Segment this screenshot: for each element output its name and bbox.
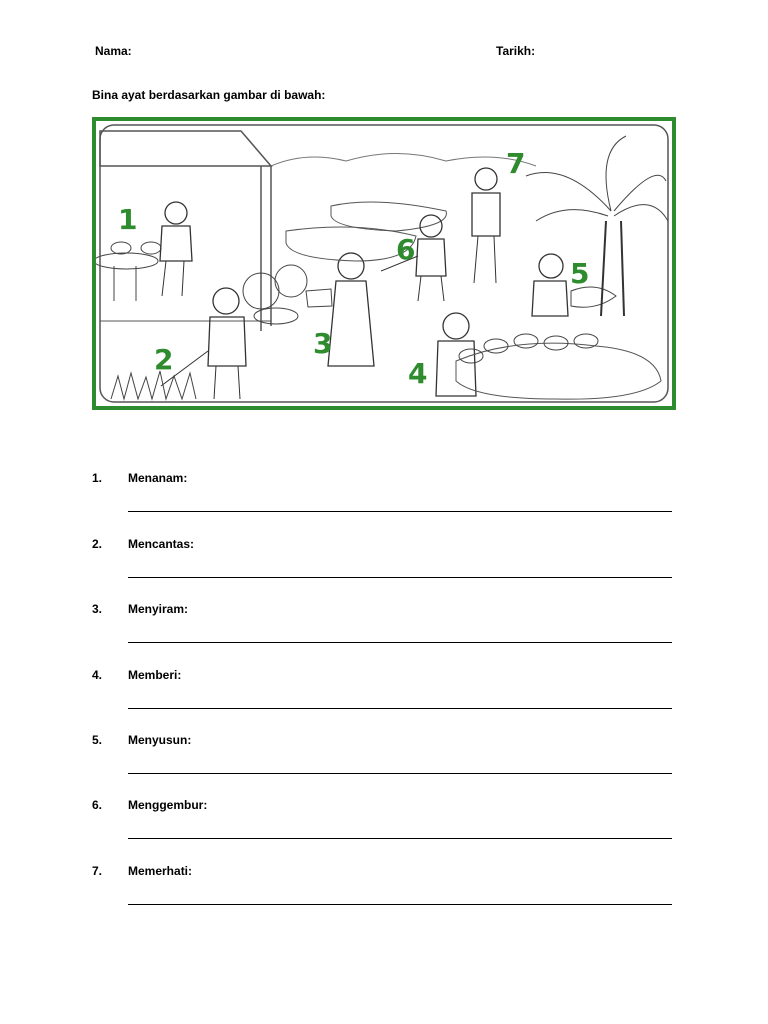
question-number: 6.	[92, 798, 103, 812]
scene-label-6: 6	[396, 233, 416, 266]
question-label: Memberi:	[128, 668, 182, 682]
scene-label-4: 4	[408, 357, 428, 390]
question-label: Memerhati:	[128, 864, 193, 878]
answer-line[interactable]	[128, 642, 672, 643]
scene-label-7: 7	[506, 147, 526, 180]
question-6	[92, 798, 692, 848]
question-3	[92, 602, 692, 652]
question-7	[92, 864, 692, 914]
scene-label-1: 1	[118, 203, 138, 236]
question-number: 3.	[92, 602, 103, 616]
question-2	[92, 537, 692, 587]
answer-line[interactable]	[128, 708, 672, 709]
question-label: Menyiram:	[128, 602, 189, 616]
scene-label-5: 5	[570, 257, 590, 290]
question-number: 7.	[92, 864, 103, 878]
question-label: Menggembur:	[128, 798, 208, 812]
question-label: Menanam:	[128, 471, 188, 485]
question-number: 4.	[92, 668, 103, 682]
scene-label-2: 2	[154, 343, 174, 376]
question-label: Mencantas:	[128, 537, 195, 551]
question-number: 2.	[92, 537, 103, 551]
question-number: 5.	[92, 733, 103, 747]
answer-line[interactable]	[128, 577, 672, 578]
answer-line[interactable]	[128, 838, 672, 839]
question-5	[92, 733, 692, 783]
question-number: 1.	[92, 471, 103, 485]
answer-line[interactable]	[128, 511, 672, 512]
scene-picture	[92, 117, 676, 410]
answer-line[interactable]	[128, 773, 672, 774]
answer-line[interactable]	[128, 904, 672, 905]
name-label: Nama:	[95, 44, 132, 58]
instruction-text: Bina ayat berdasarkan gambar di bawah:	[92, 88, 326, 102]
question-1	[92, 471, 692, 521]
question-4	[92, 668, 692, 718]
scene-illustration	[96, 121, 672, 406]
date-label: Tarikh:	[496, 44, 536, 58]
scene-label-3: 3	[313, 327, 333, 360]
question-label: Menyusun:	[128, 733, 192, 747]
